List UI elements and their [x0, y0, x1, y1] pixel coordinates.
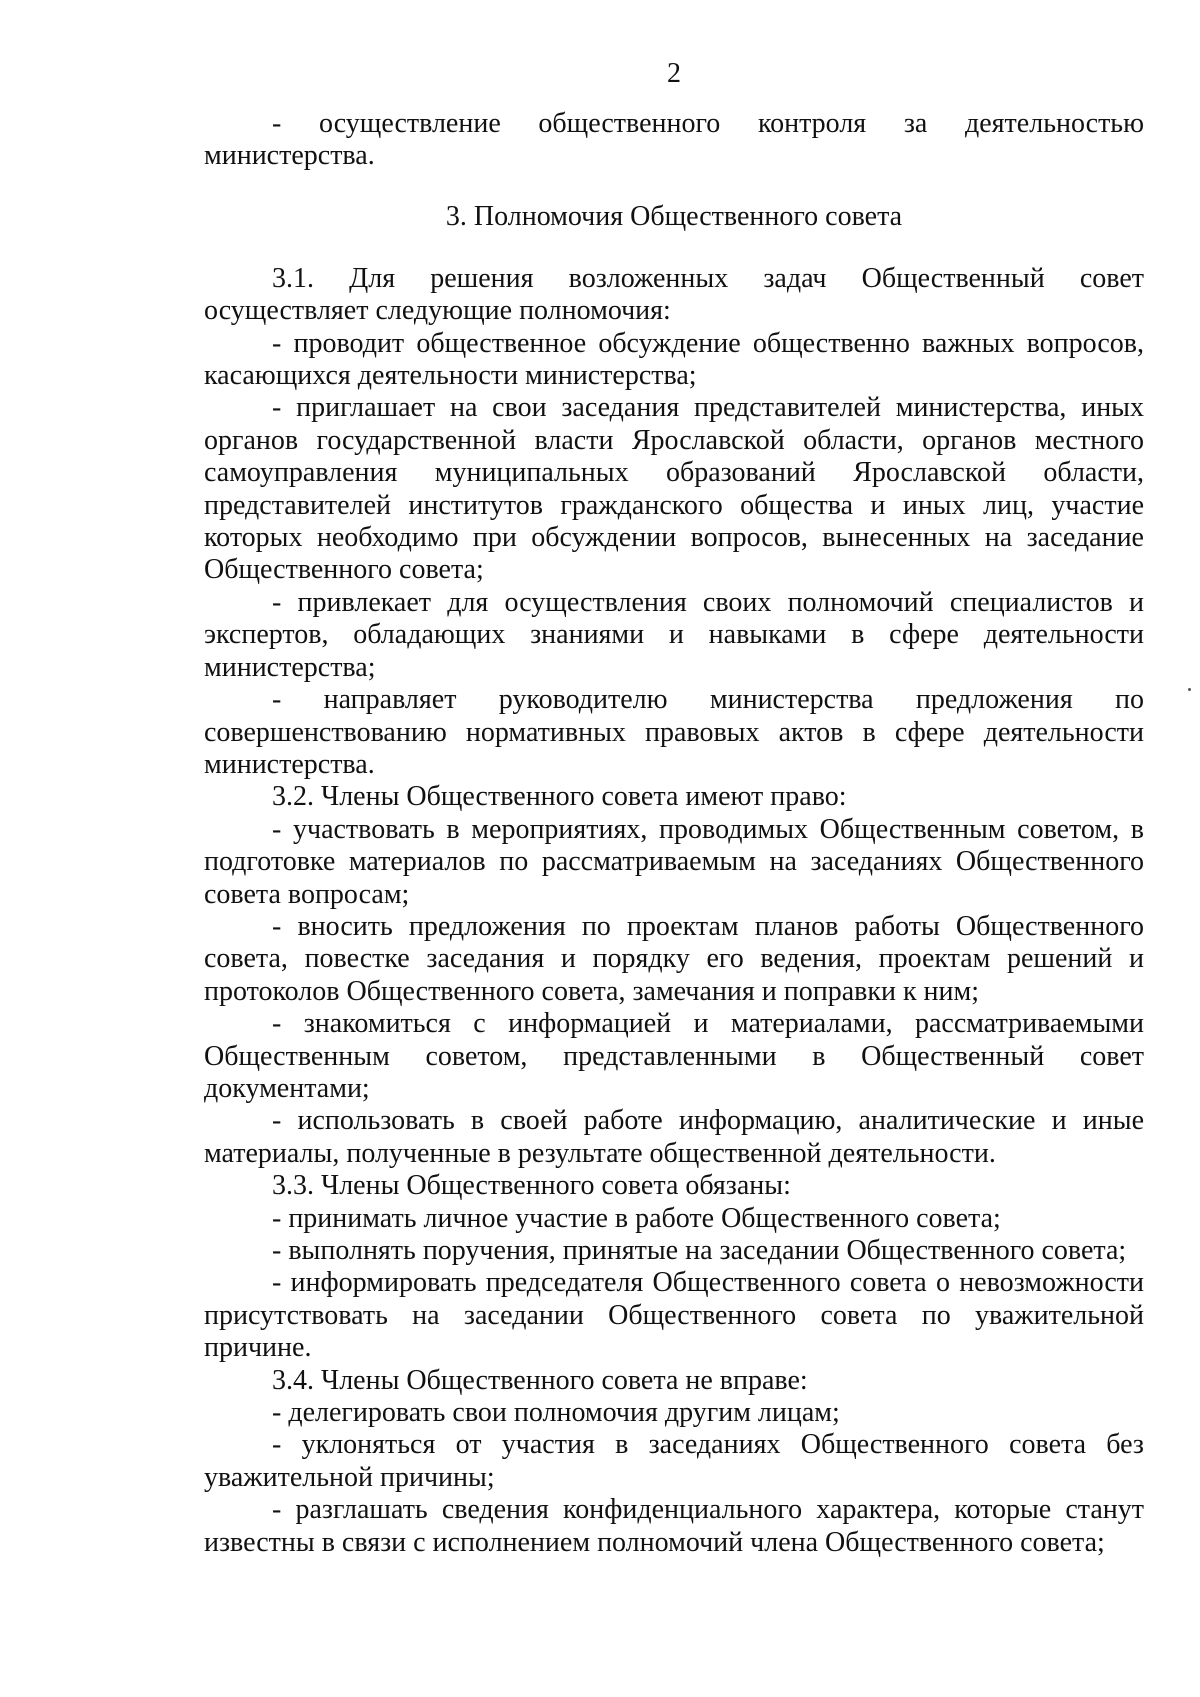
- list-item: - направляет руководителю министерства предложения по совершенствованию нормативных правовых актов в сфере деятельности министерства.: [204, 684, 1144, 780]
- paragraph-3-2: 3.2. Члены Общественного совета имеют право:: [272, 781, 847, 813]
- list-item: - использовать в своей работе информацию, аналитические и иные материалы, полученные в результате общественной деятельности.: [204, 1105, 1144, 1169]
- paragraph-3-1: 3.1. Для решения возложенных задач Общественный совет осуществляет следующие полномочия:: [204, 262, 1144, 327]
- list-item: - знакомиться с информацией и материалами, рассматриваемыми Общественным советом, представленными в Общественный совет документами;: [204, 1008, 1144, 1104]
- list-item: - принимать личное участие в работе Общественного совета;: [272, 1202, 1001, 1234]
- paragraph-3-4: 3.4. Члены Общественного совета не вправе:: [272, 1364, 808, 1396]
- intro-paragraph: - осуществление общественного контроля за деятельностью министерства.: [204, 108, 1144, 172]
- section-heading: 3. Полномочия Общественного совета: [445, 200, 903, 232]
- list-item: - делегировать свои полномочия другим лицам;: [272, 1397, 840, 1429]
- list-item: - вносить предложения по проектам планов работы Общественного совета, повестке заседания и порядку его ведения, проектам решений и протоколов Общественного совета, замечания и поправки к ним;: [204, 910, 1144, 1007]
- list-item: - информировать председателя Общественного совета о невозможности присутствовать на заседании Общественного совета по уважительной причине.: [204, 1267, 1144, 1364]
- page-number: 2: [667, 58, 681, 89]
- list-item: - привлекает для осуществления своих полномочий специалистов и экспертов, обладающих знаниями и навыками в сфере деятельности министерства;: [204, 586, 1144, 683]
- list-item: - проводит общественное обсуждение общественно важных вопросов, касающихся деятельности министерства;: [204, 327, 1144, 392]
- list-item: - выполнять поручения, принятые на заседании Общественного совета;: [272, 1235, 1127, 1266]
- scan-speck: [1188, 688, 1191, 691]
- list-item: - приглашает на свои заседания представителей министерства, иных органов государственной власти Ярославской области, органов местного самоуправления муниципальных образований Ярославской области, представителей институтов гражданского общества и иных лиц, участие которых необходимо при обсуждении вопросов, вынесенных на заседание Общественного совета;: [204, 392, 1144, 586]
- list-item: - уклоняться от участия в заседаниях Общественного совета без уважительной причины;: [204, 1429, 1144, 1493]
- paragraph-3-3: 3.3. Члены Общественного совета обязаны:: [272, 1170, 791, 1202]
- document-page: [204, 58, 1144, 1559]
- list-item: - разглашать сведения конфиденциального характера, которые станут известны в связи с исполнением полномочий члена Общественного совета;: [204, 1494, 1144, 1558]
- list-item: - участвовать в мероприятиях, проводимых Общественным советом, в подготовке материалов по рассматриваемым на заседаниях Общественного совета вопросам;: [204, 813, 1144, 910]
